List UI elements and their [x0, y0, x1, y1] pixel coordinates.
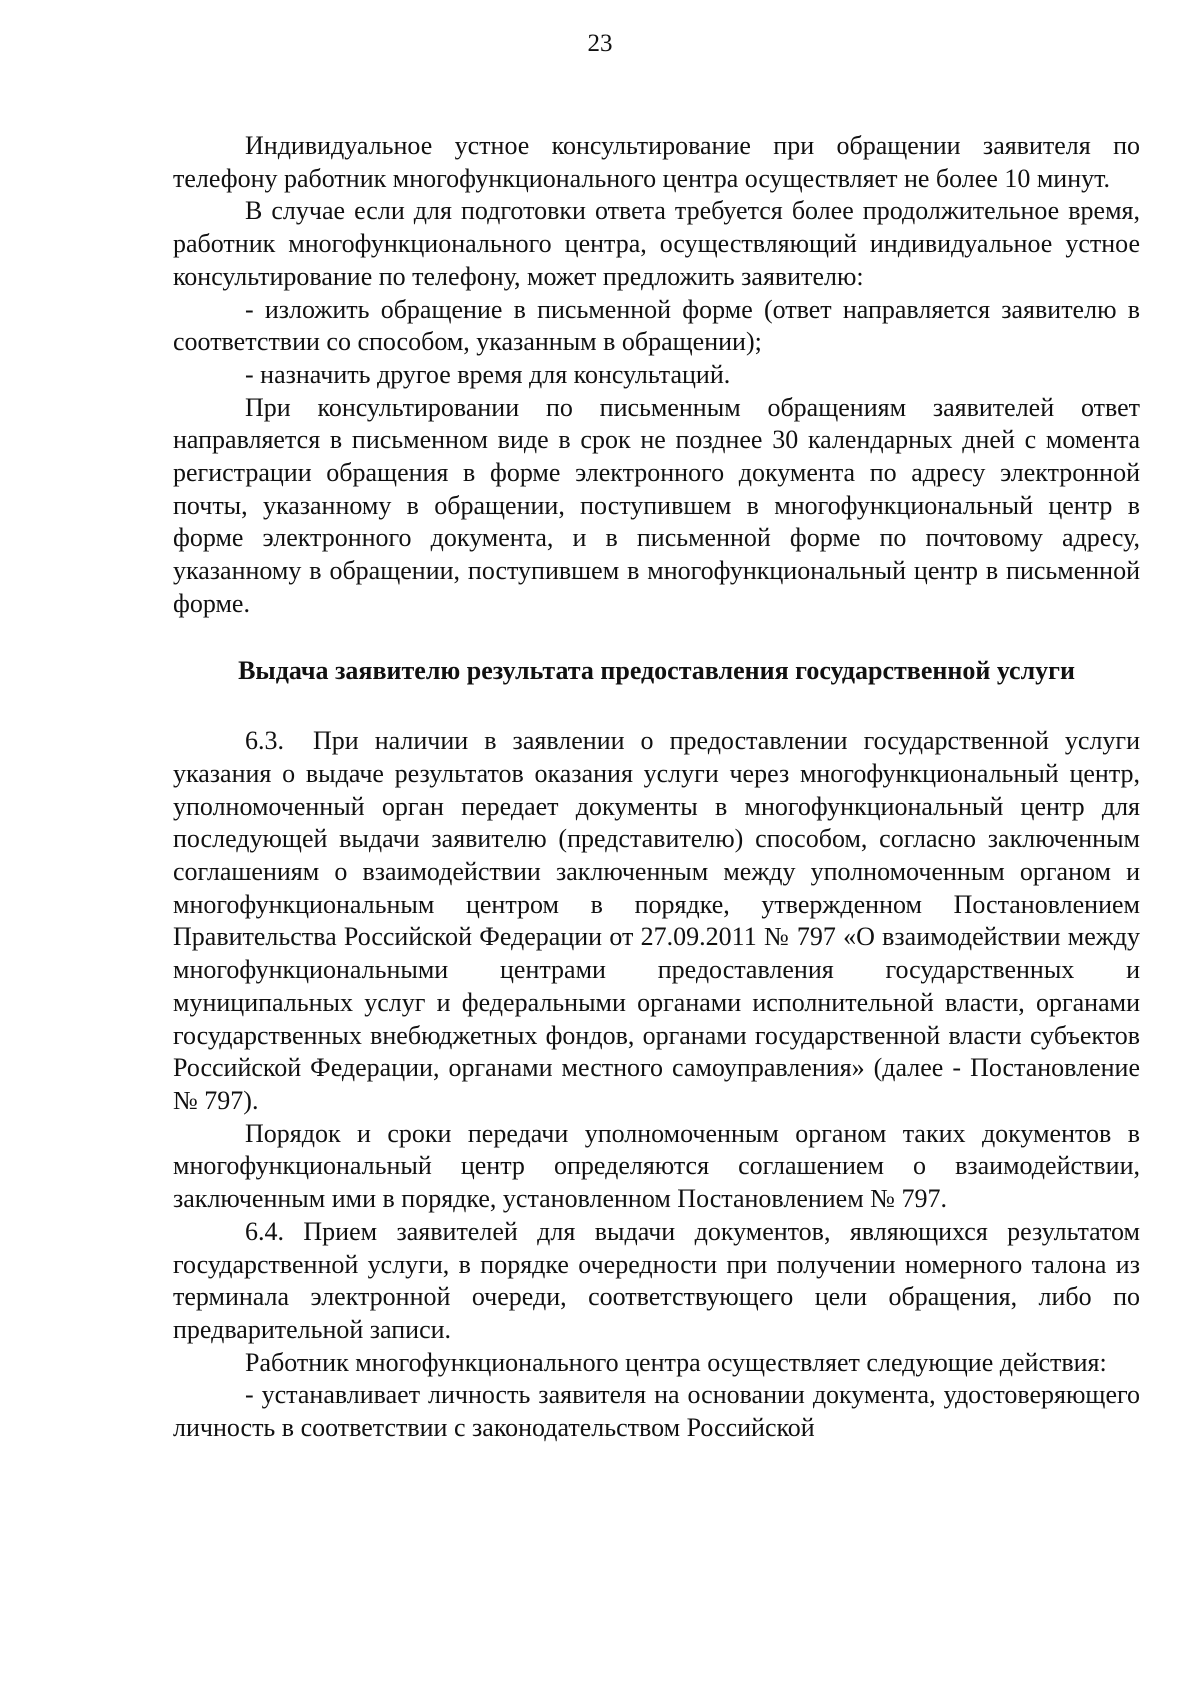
section-spacer: [173, 621, 1140, 655]
item-6-3: [173, 725, 1140, 1117]
item-6-4: 6.4. Прием заявителей для выдачи документов, являющихся результатом государственной услуги, в порядке очередности при получении номерного талона из терминала электронной очереди, соответствующего цели обращения, либо по предварительной записи.: [173, 1216, 1140, 1344]
item-6-3-number: 6.3.: [245, 726, 284, 756]
list-item-written-request: - изложить обращение в письменной форме (ответ направляется заявителю в соответствии со способом, указанным в обращении);: [173, 294, 1140, 357]
paragraph-written-requests-response: При консультировании по письменным обращениям заявителей ответ направляется в письменном виде в срок не позднее 30 календарных дней с момента регистрации обращения в форме электронного документа по адресу электронной почты, указанному в обращении, поступившем в многофункциональный центр в форме электронного документа, и в письменной форме по почтовому адресу, указанному в обращении, поступившем в многофункциональный центр в письменной форме.: [173, 392, 1140, 618]
paragraph-extended-time-options: В случае если для подготовки ответа требуется более продолжительное время, работник многофункционального центра, осуществляющий индивидуальное устное консультирование по телефону, может предложить заявителю:: [173, 196, 1140, 291]
page-number: 23: [587, 30, 613, 57]
paragraph-oral-consulting-duration: Индивидуальное устное консультирование при обращении заявителя по телефону работник многофункционального центра осуществляет не более 10 минут.: [173, 131, 1140, 193]
list-item-identify-applicant: - устанавливает личность заявителя на основании документа, удостоверяющего личность в соответствии с законодательством Российской: [173, 1380, 1140, 1443]
section-spacer: [173, 687, 1140, 725]
item-6-3-text: При наличии в заявлении о предоставлении государственной услуги указания о выдаче результатов оказания услуги через многофункциональный центр, уполномоченный орган передает документы в многофункциональный центр для последующей выдачи заявителю (представителю) способом, согласно заключенным соглашениям о взаимодействии заключенным между уполномоченным органом и многофункциональным центром в порядке, утвержденном Постановлением Правительства Российской Федерации от 27.09.2011 № 797 «О взаимодействии между многофункциональными центрами предоставления государственных и муниципальных услуг и федеральными органами исполнительной власти, органами государственных внебюджетных фондов, органами государственной власти субъектов Российской Федерации, органами местного самоуправления» (далее - Постановление № 797).: [173, 726, 1140, 1115]
paragraph-transfer-procedure: Порядок и сроки передачи уполномоченным органом таких документов в многофункциональный центр определяются соглашением о взаимодействии, заключенным ими в порядке, установленном Постановлением № 797.: [173, 1118, 1140, 1214]
paragraph-mfc-worker-actions: Работник многофункционального центра осуществляет следующие действия:: [245, 1347, 1107, 1377]
list-item-schedule-consultation: - назначить другое время для консультаций.: [245, 359, 731, 389]
section-heading: Выдача заявителю результата предоставления государственной услуги: [238, 655, 1075, 685]
document-body: [173, 130, 1140, 1445]
